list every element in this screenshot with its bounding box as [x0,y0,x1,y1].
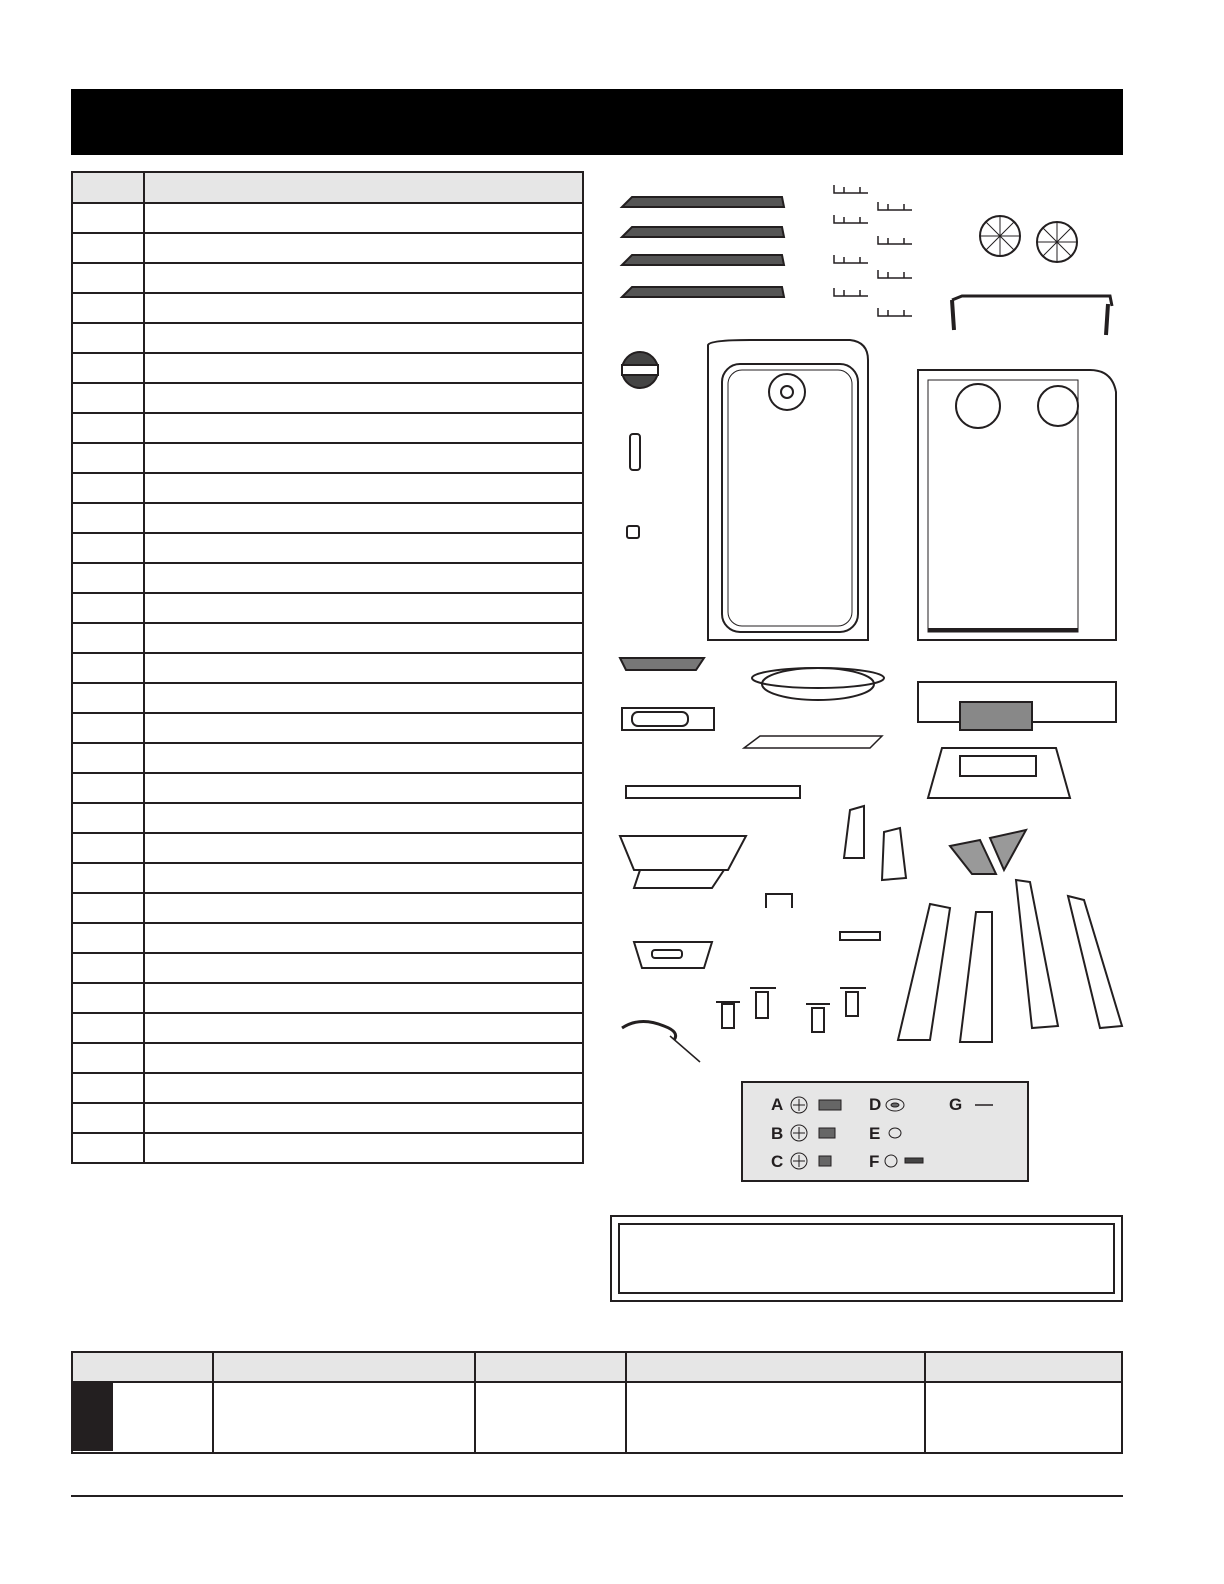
leg-icon [898,904,950,1040]
notice-inner-frame [618,1223,1115,1294]
part-description-cell [144,593,583,623]
footer-rule [71,1495,1123,1497]
part-number-cell [72,263,144,293]
parts-list-table [71,171,584,1164]
screw-c-icon [791,1153,831,1169]
parts-exploded-diagram [600,170,1140,1070]
parts-table-row [72,443,583,473]
parts-table-row [72,413,583,443]
parts-table-row [72,713,583,743]
part-description-cell [144,233,583,263]
hardware-letter-a: A [771,1095,784,1114]
leg-icon [1068,896,1122,1028]
part-number-cell [72,1043,144,1073]
leg-icons [898,880,1122,1042]
heat-shield-icon [844,806,906,880]
part-number-cell [72,473,144,503]
part-number-cell [72,533,144,563]
part-number-cell [72,803,144,833]
parts-table-row [72,293,583,323]
parts-table-row [72,983,583,1013]
part-number-cell [72,563,144,593]
part-number-cell [72,293,144,323]
parts-table-header [72,172,583,203]
rack-support-icon [834,288,868,296]
hardware-letter-e: E [869,1124,881,1143]
part-description-cell [144,503,583,533]
fire-pot-icon [620,836,746,888]
smoker-door-icon [708,340,868,640]
parts-table-row [72,383,583,413]
rack-support-icon [834,185,868,193]
notice-box [610,1215,1123,1302]
hardware-letter-c: C [771,1152,784,1171]
cooking-rack-icon [622,197,784,207]
parts-table-row [72,623,583,653]
part-description-cell [144,953,583,983]
parts-table-row [72,533,583,563]
part-number-cell [72,863,144,893]
part-number-cell [72,893,144,923]
parts-table-row [72,1073,583,1103]
hardware-letter-g: G [949,1095,963,1114]
caster-icon [750,988,776,1018]
rack-support-icons [834,185,912,316]
washer-d-icon [886,1099,904,1111]
parts-table-row [72,1013,583,1043]
parts-table-row [72,353,583,383]
part-description-cell [144,323,583,353]
info-cell [925,1382,1122,1453]
part-description-cell [144,1103,583,1133]
part-description-cell [144,923,583,953]
part-number-cell [72,923,144,953]
parts-table-row [72,233,583,263]
rack-support-icon [878,308,912,316]
info-header-cell [213,1352,475,1382]
part-description-cell [144,623,583,653]
part-number-cell [72,623,144,653]
part-description-cell [144,1043,583,1073]
part-description-cell [144,863,583,893]
part-description-cell [144,263,583,293]
parts-table-row [72,1043,583,1073]
info-cell [626,1382,925,1453]
hardware-icons [743,1083,1031,1184]
part-description-cell [144,563,583,593]
info-header-cell [925,1352,1122,1382]
parts-table-row [72,773,583,803]
logo-badge-icon [622,352,658,388]
parts-table-row [72,563,583,593]
latch-icon [630,434,640,470]
part-description-cell [144,683,583,713]
part-description-cell [144,413,583,443]
header-cell-description [144,172,583,203]
info-table-header [72,1352,1122,1382]
part-number-cell [72,1133,144,1163]
part-description-cell [144,473,583,503]
grease-tray-icon [620,658,704,670]
part-number-cell [72,953,144,983]
part-number-cell [72,713,144,743]
bracket-icon [744,736,882,748]
parts-table-row [72,833,583,863]
info-header-cell [72,1352,213,1382]
door-handle-icon [952,296,1112,335]
part-number-cell [72,773,144,803]
hinge-plug-icon [627,526,639,538]
info-header-cell [626,1352,925,1382]
hardware-letter-d: D [869,1095,882,1114]
part-description-cell [144,1013,583,1043]
part-number-cell [72,323,144,353]
damper-icon [1037,222,1077,262]
header-cell-number [72,172,144,203]
parts-table-row [72,503,583,533]
part-description-cell [144,383,583,413]
part-description-cell [144,803,583,833]
part-number-cell [72,203,144,233]
part-number-cell [72,593,144,623]
info-cell [213,1382,475,1453]
parts-table-row [72,743,583,773]
parts-table-row [72,893,583,923]
part-number-cell [72,1103,144,1133]
leg-icon [960,912,992,1042]
info-table-row [72,1382,1122,1453]
parts-table-body [72,203,583,1163]
part-description-cell [144,743,583,773]
part-number-cell [72,683,144,713]
parts-table-row [72,203,583,233]
part-number-cell [72,413,144,443]
parts-table-row [72,1133,583,1163]
damper-icon [980,216,1020,256]
parts-table-row [72,953,583,983]
part-number-cell [72,233,144,263]
part-description-cell [144,203,583,233]
part-description-cell [144,893,583,923]
cooking-rack-icon [622,287,784,297]
control-base-icon [918,682,1116,798]
parts-table-row [72,263,583,293]
parts-table-row [72,803,583,833]
parts-table-row [72,323,583,353]
part-number-cell [72,743,144,773]
caster-icon [840,988,866,1016]
part-description-cell [144,1073,583,1103]
parts-table-row [72,473,583,503]
parts-table-row [72,653,583,683]
part-number-cell [72,983,144,1013]
part-description-cell [144,833,583,863]
header-bar [71,89,1123,155]
grease-cup-icon [622,708,714,730]
rack-support-icon [878,236,912,244]
screw-a-icon [791,1097,841,1113]
hardware-letter-f: F [869,1152,880,1171]
leg-icon [1016,880,1058,1028]
cooking-rack-icons [622,197,784,297]
info-table [71,1351,1123,1454]
part-description-cell [144,713,583,743]
rack-support-icon [878,270,912,278]
foot-bracket-icon [840,932,880,940]
vent-cover-icon [950,830,1026,874]
part-number-cell [72,353,144,383]
meat-probe-icon [622,1021,700,1062]
rack-bar-icon [626,786,800,798]
hardware-box [741,1081,1029,1182]
smoker-cabinet-icon [918,370,1116,640]
parts-table-row [72,683,583,713]
part-number-cell [72,1013,144,1043]
part-number-cell [72,503,144,533]
caster-icon [716,1002,740,1028]
info-header-cell [475,1352,626,1382]
part-description-cell [144,533,583,563]
section-tab [71,1381,113,1451]
parts-table-row [72,1103,583,1133]
parts-table-row [72,923,583,953]
cooking-rack-icon [622,255,784,265]
parts-table-row [72,863,583,893]
part-number-cell [72,383,144,413]
rack-support-icon [834,215,868,223]
part-description-cell [144,443,583,473]
part-number-cell [72,833,144,863]
water-bowl-icon [752,668,884,700]
part-description-cell [144,1133,583,1163]
part-description-cell [144,983,583,1013]
cooking-rack-icon [622,227,784,237]
info-cell [475,1382,626,1453]
part-number-cell [72,443,144,473]
part-description-cell [144,353,583,383]
part-description-cell [144,773,583,803]
nut-e-icon [889,1128,901,1138]
screw-f-icon [885,1155,923,1167]
hardware-letter-b: B [771,1124,784,1143]
part-number-cell [72,653,144,683]
part-description-cell [144,293,583,323]
part-number-cell [72,1073,144,1103]
side-bracket-icon [766,894,792,908]
parts-table-row [72,593,583,623]
caster-icon [806,1004,830,1032]
rack-support-icon [834,255,868,263]
part-description-cell [144,653,583,683]
ash-cup-icon [634,942,712,968]
rack-support-icon [878,202,912,210]
screw-b-icon [791,1125,835,1141]
caster-icons [716,988,866,1032]
